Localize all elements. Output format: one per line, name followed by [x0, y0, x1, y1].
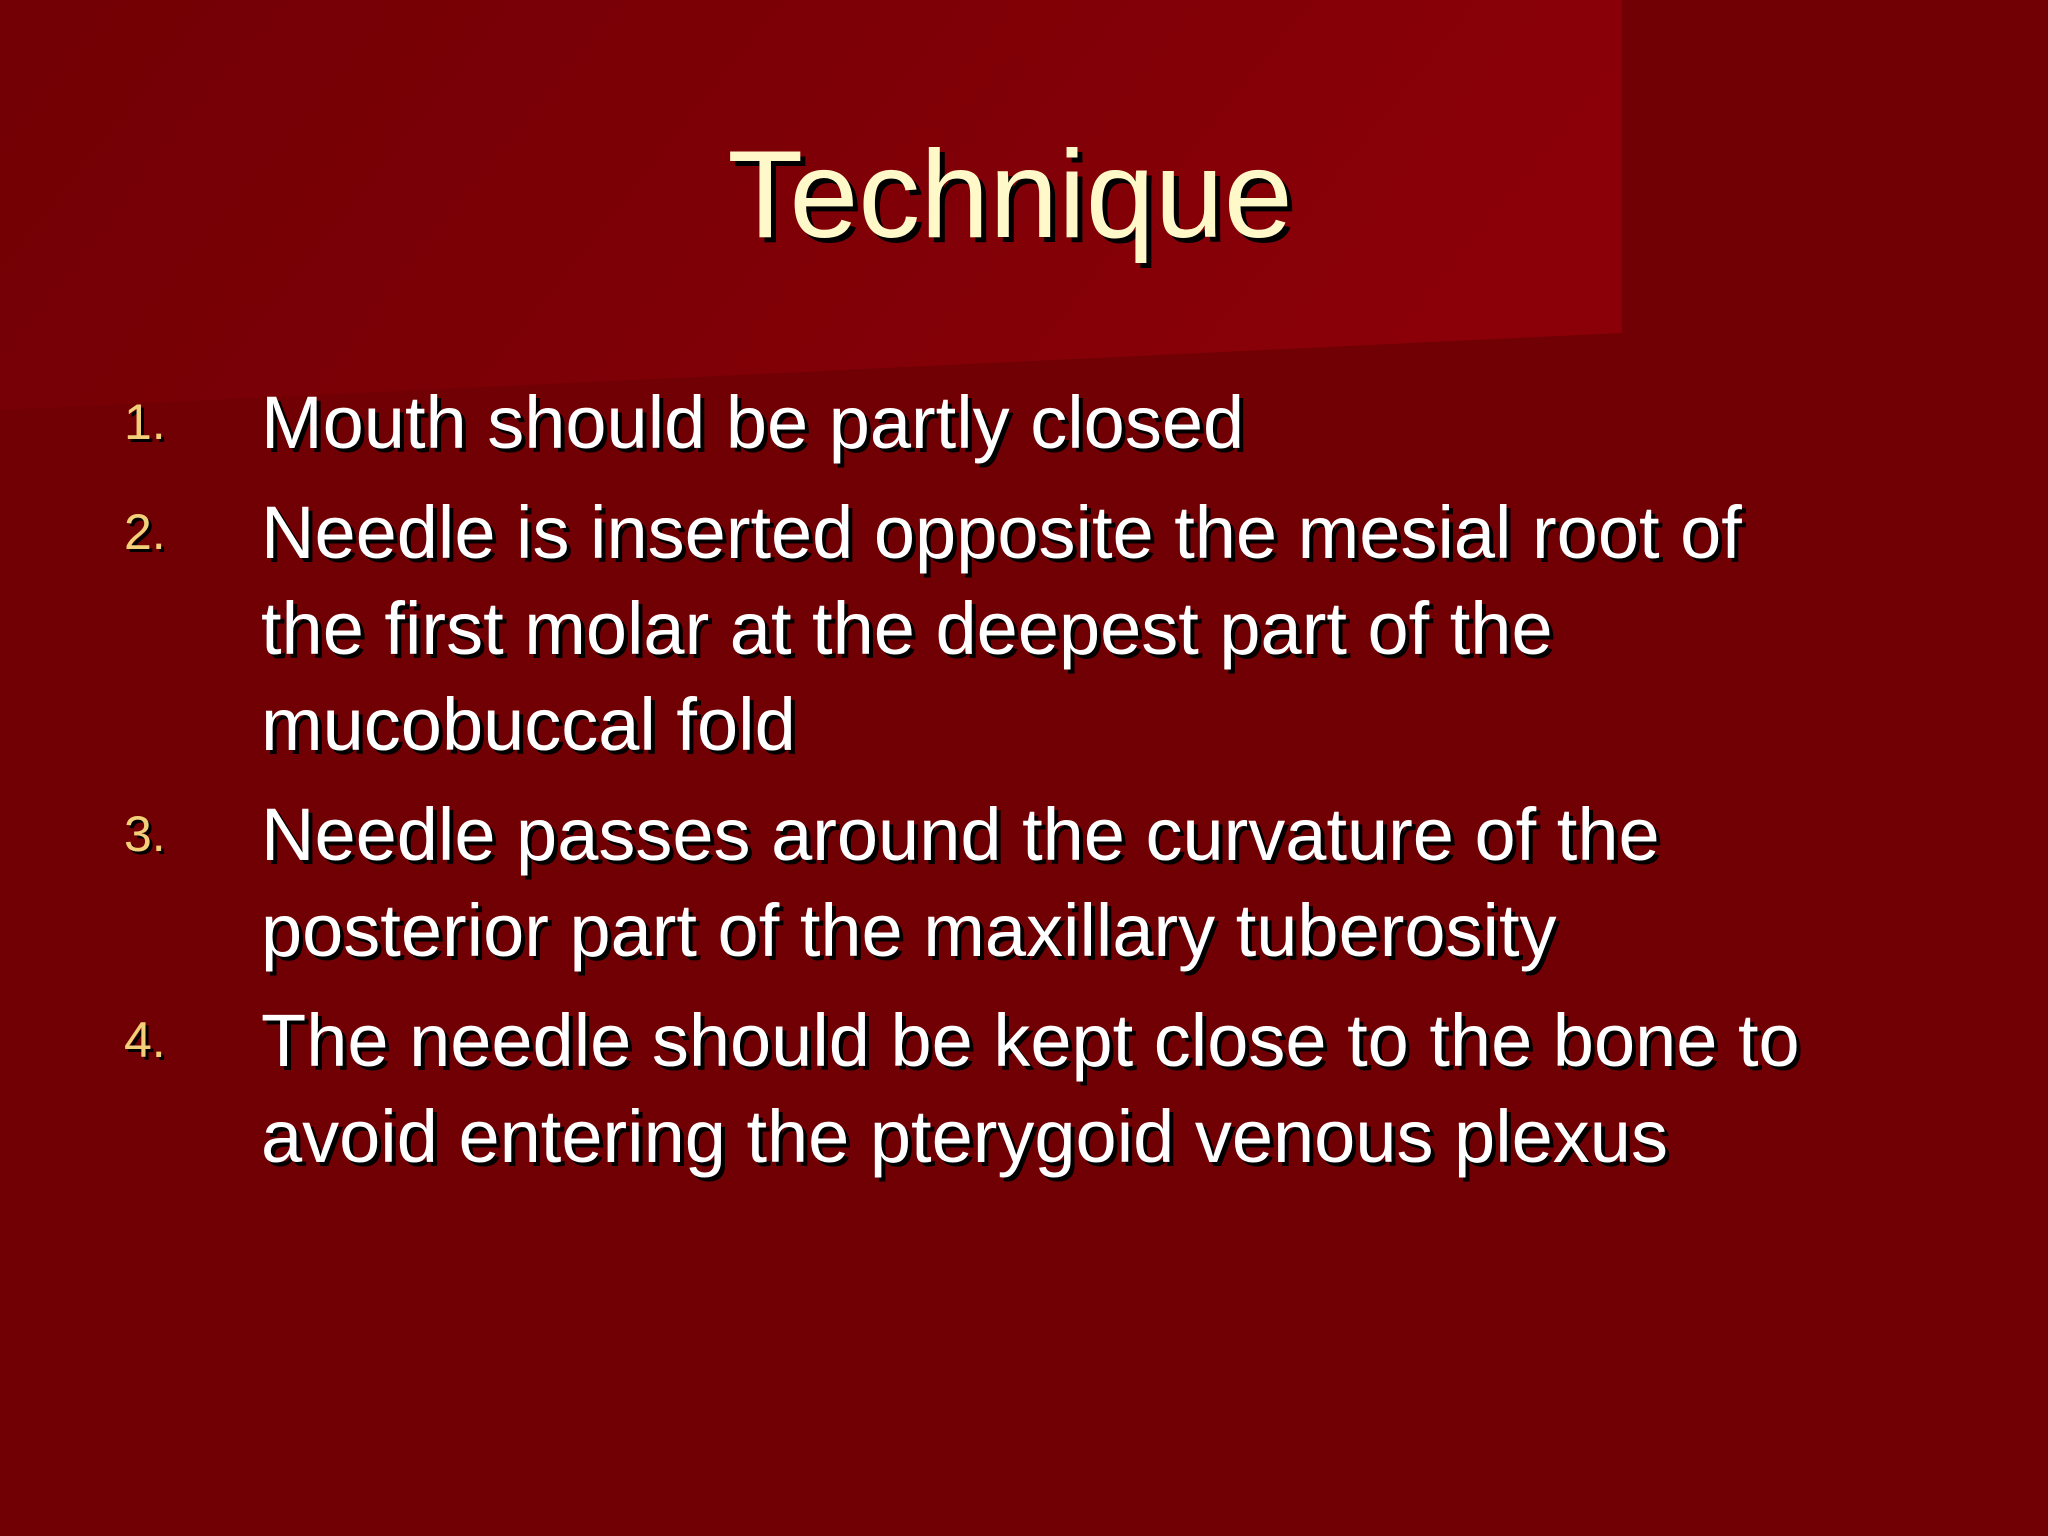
step-number-2: 2. [124, 504, 166, 560]
step-item-2 [0, 485, 2048, 773]
step-text-1: Mouth should be partly closed [261, 381, 1245, 464]
step-item-4 [0, 993, 2048, 1185]
step-number-4: 4. [124, 1012, 166, 1068]
step-number-3: 3. [124, 806, 166, 862]
step-number-1: 1. [124, 394, 166, 450]
slide-title: Technique [727, 126, 1293, 264]
steps-list [0, 375, 2048, 1199]
step-text-3: Needle passes around the curvature of the posterior part of the maxillary tuberosity [261, 793, 1660, 972]
step-text-4: The needle should be kept close to the bone to avoid entering the pterygoid venous plexus [261, 999, 1800, 1178]
step-text-2: Needle is inserted opposite the mesial root of the first molar at the deepest part of the mucobuccal fold [261, 491, 1742, 766]
step-item-3 [0, 787, 2048, 979]
step-item-1 [0, 375, 2048, 471]
